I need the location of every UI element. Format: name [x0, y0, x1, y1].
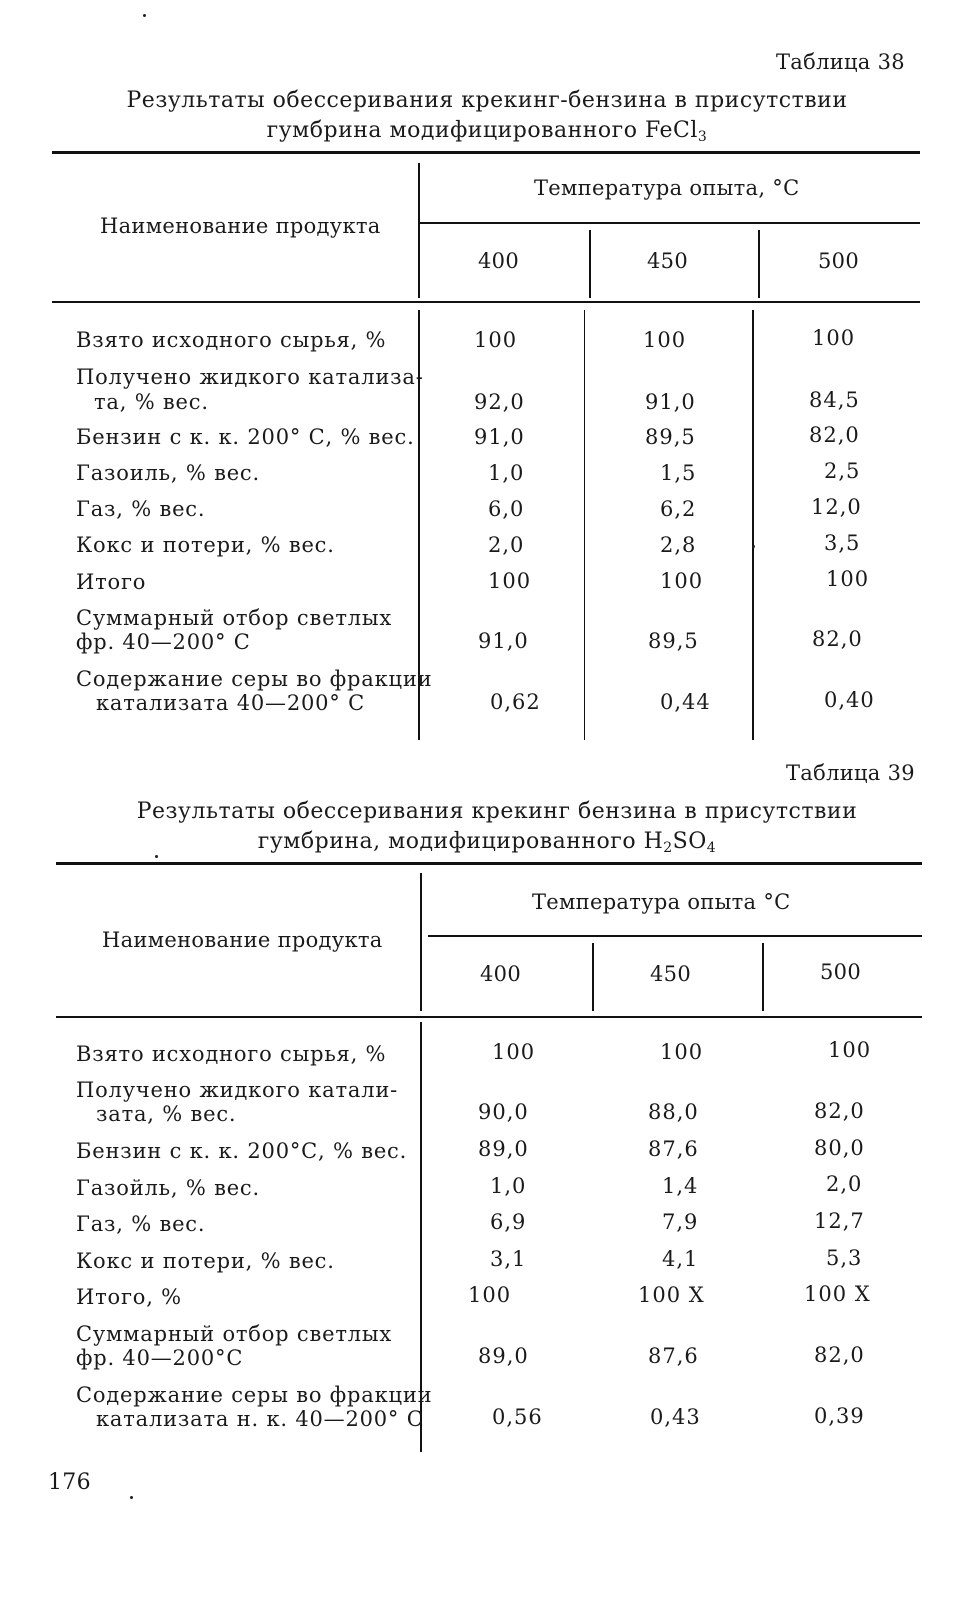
row-label: Газоиль, % вес. [76, 461, 260, 485]
row-label: Итого, % [76, 1285, 182, 1309]
temp-500: 500 [820, 960, 861, 984]
cell-value: 100 [474, 328, 518, 352]
table-caption-line1: Результаты обессеривания крекинг-бензина в присутствии [126, 88, 848, 113]
cell-value: 80,0 [814, 1136, 865, 1160]
temp-450: 450 [650, 962, 691, 986]
cell-value: 89,0 [478, 1344, 529, 1368]
header-temp-divider [589, 230, 591, 298]
cell-value: 1,0 [488, 461, 525, 485]
row-label: Газ, % вес. [76, 1212, 206, 1236]
cell-value: 91,0 [478, 629, 529, 653]
cell-value: 100 [643, 328, 687, 352]
row-label: Получено жидкого катализа- [76, 365, 424, 389]
table-top-rule [56, 862, 922, 865]
table-top-rule [52, 151, 920, 154]
header-bottom-rule [56, 1016, 922, 1018]
cell-value: 100 X [638, 1283, 705, 1307]
cell-value: 1,0 [490, 1174, 527, 1198]
header-temp-divider [758, 230, 760, 298]
row-label: фр. 40—200°С [76, 1346, 244, 1370]
row-label: Газ, % вес. [76, 497, 206, 521]
scan-speck [143, 14, 146, 17]
row-label: фр. 40—200° С [76, 630, 251, 654]
cell-value: 1,4 [662, 1174, 699, 1198]
cell-value: 87,6 [648, 1344, 699, 1368]
cell-value: 82,0 [809, 423, 860, 447]
row-label: Итого [76, 570, 147, 594]
header-column-divider [418, 163, 420, 298]
cell-value: 2,8 [660, 533, 697, 557]
header-subrule [420, 222, 920, 224]
header-product: Наименование продукта [102, 928, 383, 952]
temp-450: 450 [647, 249, 688, 273]
cell-value: 4,1 [662, 1247, 699, 1271]
cell-value: 0,39 [814, 1404, 865, 1428]
cell-value: 87,6 [648, 1137, 699, 1161]
cell-value: 100 X [804, 1282, 871, 1306]
row-label: Взято исходного сырья, % [76, 1042, 387, 1066]
cell-value: 89,5 [648, 629, 699, 653]
cell-value: 82,0 [812, 627, 863, 651]
row-label: катализата 40—200° С [96, 691, 365, 715]
cell-value: 3,1 [490, 1247, 527, 1271]
header-temp-divider [592, 943, 594, 1011]
cell-value: 89,0 [478, 1137, 529, 1161]
table-number-label: Таблица 38 [776, 50, 905, 74]
row-label: Бензин с к. к. 200°С, % вес. [76, 1139, 408, 1163]
cell-value: 7,9 [662, 1210, 699, 1234]
cell-value: 5,3 [826, 1246, 863, 1270]
row-label: Кокс и потери, % вес. [76, 533, 335, 557]
scan-speck [752, 545, 755, 548]
header-product: Наименование продукта [100, 214, 381, 238]
cell-value: 84,5 [809, 388, 860, 412]
scan-speck [130, 1496, 133, 1499]
row-label: та, % вес. [94, 390, 209, 414]
cell-value: 0,62 [490, 690, 541, 714]
cell-value: 6,2 [660, 497, 697, 521]
cell-value: 90,0 [478, 1100, 529, 1124]
row-label: Кокс и потери, % вес. [76, 1249, 335, 1273]
header-bottom-rule [52, 301, 920, 303]
cell-value: 1,5 [660, 461, 697, 485]
cell-value: 100 [826, 567, 870, 591]
row-label: зата, % вес. [96, 1102, 237, 1126]
cell-value: 2,5 [824, 459, 861, 483]
temp-400: 400 [478, 249, 519, 273]
cell-value: 3,5 [824, 531, 861, 555]
temp-500: 500 [818, 249, 859, 273]
body-column-divider [584, 310, 585, 740]
cell-value: 100 [660, 569, 704, 593]
cell-value: 82,0 [814, 1099, 865, 1123]
cell-value: 0,43 [650, 1405, 701, 1429]
cell-value: 100 [660, 1040, 704, 1064]
cell-value: 12,7 [814, 1209, 865, 1233]
cell-value: 12,0 [811, 495, 862, 519]
cell-value: 89,5 [645, 425, 696, 449]
cell-value: 100 [468, 1283, 512, 1307]
cell-value: 100 [492, 1040, 536, 1064]
cell-value: 6,0 [488, 497, 525, 521]
cell-value: 100 [488, 569, 532, 593]
cell-value: 0,40 [824, 688, 875, 712]
row-label: катализата н. к. 40—200° С [96, 1407, 424, 1431]
cell-value: 91,0 [474, 425, 525, 449]
table-caption-line1: Результаты обессеривания крекинг бензина в присутствии [136, 799, 858, 824]
header-temperature: Температура опыта, °С [534, 176, 800, 200]
cell-value: 92,0 [474, 390, 525, 414]
cell-value: 0,44 [660, 690, 711, 714]
row-label: Газойль, % вес. [76, 1176, 260, 1200]
cell-value: 100 [812, 326, 856, 350]
table-caption-line2: гумбрина, модифицированного $H_2SO_4$ [257, 829, 717, 856]
row-label: Бензин с к. к. 200° С, % вес. [76, 425, 415, 449]
table-caption-line2: гумбрина модифицированного FeCl$_3$ [266, 118, 708, 145]
cell-value: 2,0 [826, 1172, 863, 1196]
row-label: Содержание серы во фракции [76, 1383, 433, 1407]
row-label: Содержание серы во фракции [76, 667, 433, 691]
header-subrule [428, 935, 922, 937]
cell-value: 100 [828, 1038, 872, 1062]
table-number-label: Таблица 39 [786, 761, 915, 785]
row-label: Суммарный отбор светлых [76, 606, 393, 630]
temp-400: 400 [480, 962, 521, 986]
header-column-divider [420, 873, 422, 1011]
row-label: Получено жидкого катали- [76, 1078, 399, 1102]
row-label: Суммарный отбор светлых [76, 1322, 393, 1346]
cell-value: 82,0 [814, 1343, 865, 1367]
header-temperature: Температура опыта °С [532, 890, 791, 914]
cell-value: 6,9 [490, 1210, 527, 1234]
header-temp-divider [762, 943, 764, 1011]
body-column-divider [752, 310, 754, 740]
cell-value: 0,56 [492, 1405, 543, 1429]
scan-speck [155, 855, 158, 858]
cell-value: 2,0 [488, 533, 525, 557]
page-number: 176 [48, 1470, 91, 1495]
cell-value: 88,0 [648, 1100, 699, 1124]
row-label: Взято исходного сырья, % [76, 328, 387, 352]
cell-value: 91,0 [645, 390, 696, 414]
